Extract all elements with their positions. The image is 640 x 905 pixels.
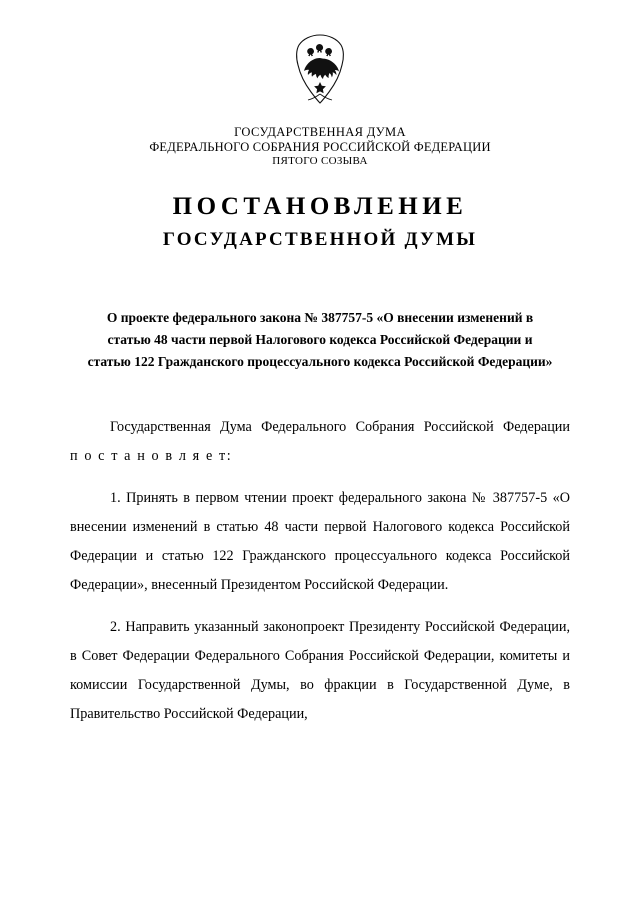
russian-coat-of-arms-icon (289, 32, 351, 110)
paragraph-intro (70, 413, 570, 472)
issuing-body-header (70, 125, 570, 167)
header-line-1: ГОСУДАРСТВЕННАЯ ДУМА (234, 125, 406, 139)
coat-of-arms-container (70, 32, 570, 117)
document-body (70, 413, 570, 730)
paragraph-item-2: 2. Направить указанный законопроект Президенту Российской Федерации, в Совет Федерации Федерального Собрания Российской Федерации, комитеты и комиссии Государственной Думы, во фракции в Государственной Думе, в Правительство Российской Федерации, (70, 618, 570, 723)
intro-lead-text: Государственная Дума Федерального Собрания Российской Федерации (110, 419, 570, 436)
document-subject: О проекте федерального закона № 387757-5 «О внесении изменений в статью 48 части первой Налогового кодекса Российской Федерации и статью 122 Гражданского процессуального кодекса Российской Федерации» (87, 310, 553, 370)
header-line-3: ПЯТОГО СОЗЫВА (272, 154, 368, 167)
intro-verb-text: п о с т а н о в л я е т: (70, 448, 233, 465)
paragraph-item-1: 1. Принять в первом чтении проект федерального закона № 387757-5 «О внесении изменений в статью 48 части первой Налогового кодекса Российской Федерации и статью 122 Гражданского процессуального кодекса Российской Федерации», внесенный Президентом Российской Федерации. (70, 489, 570, 594)
page-title: ПОСТАНОВЛЕНИЕ (172, 193, 468, 221)
header-line-2: ФЕДЕРАЛЬНОГО СОБРАНИЯ РОССИЙСКОЙ ФЕДЕРАЦИИ (149, 139, 491, 154)
page-subtitle: ГОСУДАРСТВЕННОЙ ДУМЫ (162, 229, 478, 251)
